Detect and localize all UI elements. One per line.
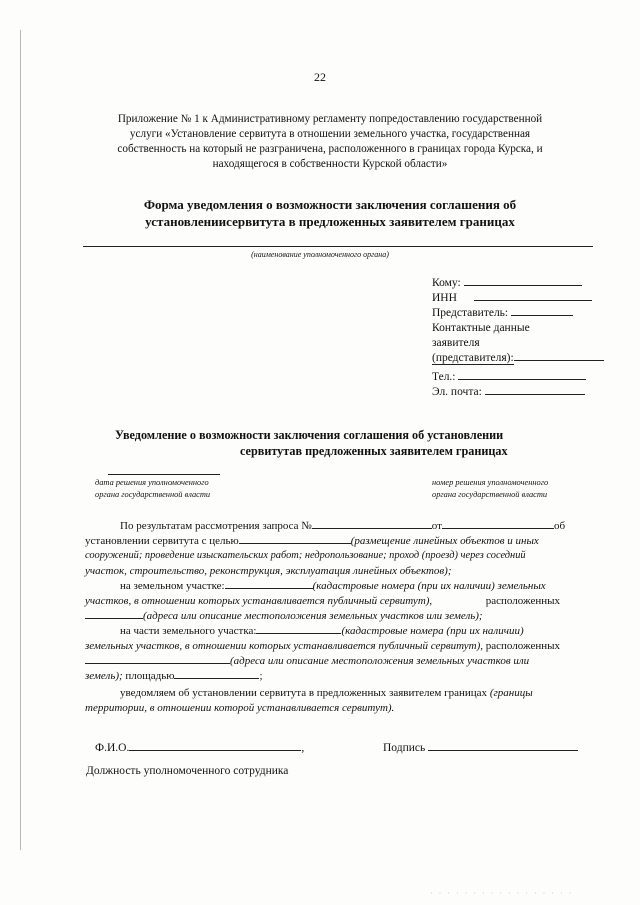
signature-row	[383, 742, 578, 754]
cadastral-field[interactable]	[225, 588, 313, 589]
body-line	[120, 625, 524, 637]
part-address-field[interactable]	[85, 663, 230, 664]
part-cadastral-field[interactable]	[256, 633, 341, 634]
position-label: Должность уполномоченного сотрудника	[86, 765, 289, 777]
recipient-to-label: Кому:	[432, 277, 461, 289]
body-line: участок, строительство, реконструкция, эксплуатация линейных объектов);	[85, 565, 452, 577]
scan-edge	[20, 30, 21, 850]
notify-text: уведомляем об установлении сервитута в предложенных заявителем границах	[120, 687, 488, 699]
recipient-email	[432, 386, 585, 398]
signature-label: Подпись	[383, 742, 426, 754]
signature-field[interactable]	[428, 750, 578, 751]
body-line	[85, 670, 263, 682]
cadastral-hint: (кадастровые номера (при их наличии) земельных	[312, 580, 546, 592]
phone-field[interactable]	[458, 379, 586, 380]
representative-field[interactable]	[511, 315, 573, 316]
email-field[interactable]	[485, 394, 585, 395]
date-caption-line: органа государственной власти	[95, 490, 211, 499]
area-field[interactable]	[174, 678, 259, 679]
contact-field[interactable]	[514, 360, 604, 361]
appendix-line: находящегося в собственности Курской области»	[212, 158, 448, 170]
notice-title-line: Уведомление о возможности заключения соглашения об установлении	[115, 428, 504, 442]
body-line: сооружений; проведение изыскательских работ; недропользование; проход (проезд) через соседний	[85, 550, 526, 561]
form-title-line: установлениисервитута в предложенных заявителем границах	[145, 214, 515, 229]
notice-title-line: сервитутав предложенных заявителем границах	[240, 444, 508, 458]
from-text: от	[431, 520, 442, 532]
part-address-hint: (адреса или описание местоположения земельных участков или	[230, 655, 530, 667]
body-line	[85, 610, 483, 622]
body-line	[85, 640, 560, 652]
form-title-line: Форма уведомления о возможности заключения соглашения об	[143, 197, 517, 212]
address-field[interactable]	[85, 618, 143, 619]
semicolon: ;	[259, 670, 263, 682]
body-line	[120, 687, 533, 699]
part-located-text: расположенных	[485, 640, 560, 652]
body-line: территории, в отношении которой устанавливается сервитут).	[85, 702, 395, 714]
contact-row	[432, 352, 604, 365]
part-cadastral-hint: (кадастровые номера (при их наличии)	[341, 625, 524, 637]
appendix-line: услуги «Установление сервитута в отношении земельного участка, государственная	[129, 128, 531, 140]
body-line	[85, 655, 529, 667]
area-text: площадью	[125, 670, 175, 682]
body-line	[85, 535, 539, 547]
recipient-to-field[interactable]	[464, 285, 582, 286]
land-plot-text: на земельном участке:	[120, 580, 225, 592]
boundaries-hint: (границы	[489, 687, 533, 699]
recipient-to	[432, 277, 582, 289]
plot-part-text: на части земельного участка:	[120, 625, 257, 637]
form-title	[80, 196, 580, 230]
authority-name-line	[83, 246, 593, 247]
request-number-field[interactable]	[312, 528, 432, 529]
inn-label: ИНН	[432, 292, 457, 304]
request-text: По результатам рассмотрения запроса №	[120, 520, 312, 532]
email-label: Эл. почта:	[432, 386, 482, 398]
lands-hint: земель);	[85, 670, 123, 682]
number-caption-line: номер решения уполномоченного	[432, 478, 549, 487]
scan-artifact: · · · · · · · · · · · · · · · · ·	[430, 889, 574, 898]
fio-field[interactable]	[129, 750, 301, 751]
page-number: 22	[314, 70, 326, 84]
purpose-field[interactable]	[239, 543, 351, 544]
contact-label-1: Контактные данные	[432, 322, 530, 334]
part-plots-hint: земельных участков, в отношении которых устанавливается публичный сервитут),	[85, 640, 484, 652]
located-text: расположенных	[485, 595, 560, 607]
request-date-field[interactable]	[442, 528, 554, 529]
appendix-header	[80, 112, 580, 172]
number-caption-line: органа государственной власти	[432, 490, 548, 499]
appendix-line: собственность на который не разграничена, расположенного в границах города Курска, и	[117, 143, 543, 155]
contact-label-2: заявителя	[432, 337, 480, 349]
body-line	[120, 520, 565, 532]
date-caption-line: дата решения уполномоченного	[95, 478, 209, 487]
inn-field[interactable]	[474, 300, 592, 301]
recipient-representative	[432, 307, 573, 319]
fio-comma: ,	[301, 742, 305, 754]
address-hint: (адреса или описание местоположения земельных участков или земель);	[143, 610, 483, 622]
plots-hint: участков, в отношении которых устанавливается публичный сервитут),	[85, 595, 433, 607]
purpose-hint: (размещение линейных объектов и иных	[350, 535, 539, 547]
body-line	[85, 595, 560, 607]
appendix-line: Приложение № 1 к Административному регламенту попредоставлению государственной	[117, 113, 543, 125]
purpose-text: установлении сервитута с целью	[85, 535, 239, 547]
contact-label-3: (представителя):	[432, 352, 514, 364]
phone-label: Тел.:	[432, 371, 456, 383]
fio-label: Ф.И.О.	[95, 742, 130, 754]
ob-text: об	[553, 520, 566, 532]
body-line	[120, 580, 546, 592]
representative-label: Представитель:	[432, 307, 509, 319]
recipient-phone	[432, 371, 586, 383]
authority-caption: (наименование уполномоченного органа)	[251, 250, 389, 259]
fio-row	[95, 742, 304, 754]
date-line	[108, 474, 220, 475]
recipient-inn	[432, 292, 592, 304]
